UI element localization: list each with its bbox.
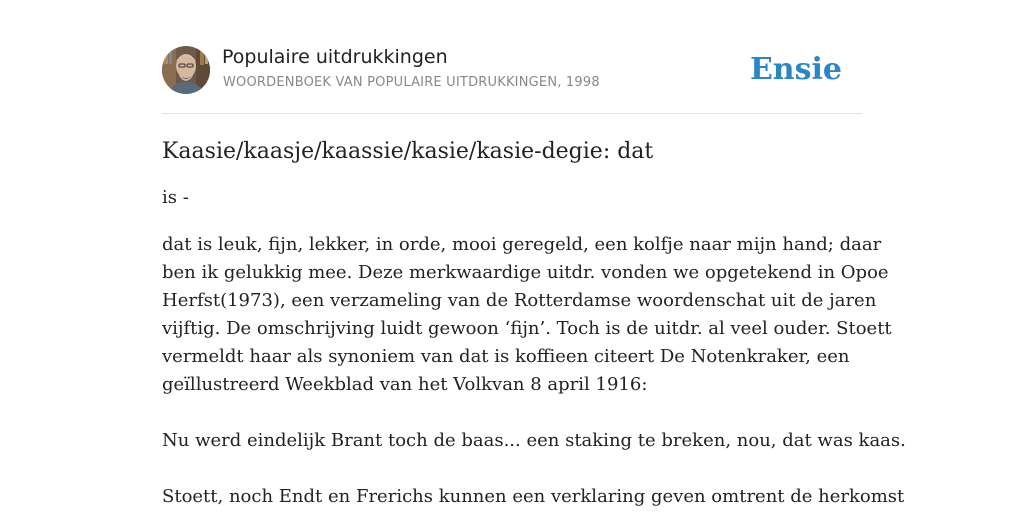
- paragraph-line: geïllustreerd Weekblad van het Volkvan 8 april 1916:: [162, 374, 648, 395]
- source-subtitle: WOORDENBOEK VAN POPULAIRE UITDRUKKINGEN, 1998: [223, 75, 600, 90]
- ensie-logo[interactable]: Ensie: [749, 52, 842, 87]
- paragraph-gap: [162, 399, 862, 427]
- header-divider: [162, 113, 862, 114]
- paragraph-line: Herfst(1973), een verzameling van de Rotterdamse woordenschat uit de jaren: [162, 290, 877, 311]
- entry-intro: is -: [162, 187, 189, 208]
- author-avatar[interactable]: [162, 46, 210, 94]
- paragraph-line: Stoett, noch Endt en Frerichs kunnen een verklaring geven omtrent de herkomst: [162, 486, 905, 507]
- entry-title: Kaasie/kaasje/kaassie/kasie/kasie-degie: dat: [162, 139, 654, 164]
- source-title[interactable]: Populaire uitdrukkingen: [222, 46, 448, 68]
- paragraph-line: vijftig. De omschrijving luidt gewoon ‘fijn’. Toch is de uitdr. al veel ouder. Stoett: [162, 318, 892, 339]
- paragraph-gap: [162, 455, 862, 483]
- paragraph-line: ben ik gelukkig mee. Deze merkwaardige uitdr. vonden we opgetekend in Opoe: [162, 262, 889, 283]
- entry-body: [162, 184, 906, 511]
- entry-content: [162, 136, 906, 511]
- author-portrait-icon: [162, 46, 210, 94]
- paragraph-line: vermeldt haar als synoniem van dat is koffieen citeert De Notenkraker, een: [162, 346, 850, 367]
- source-header: [162, 46, 862, 96]
- entry-paragraph: [162, 231, 906, 511]
- entry-quote: Nu werd eindelijk Brant toch de baas... een staking te breken, nou, dat was kaas.: [162, 430, 906, 451]
- paragraph-line: dat is leuk, fijn, lekker, in orde, mooi geregeld, een kolfje naar mijn hand; daar: [162, 234, 882, 255]
